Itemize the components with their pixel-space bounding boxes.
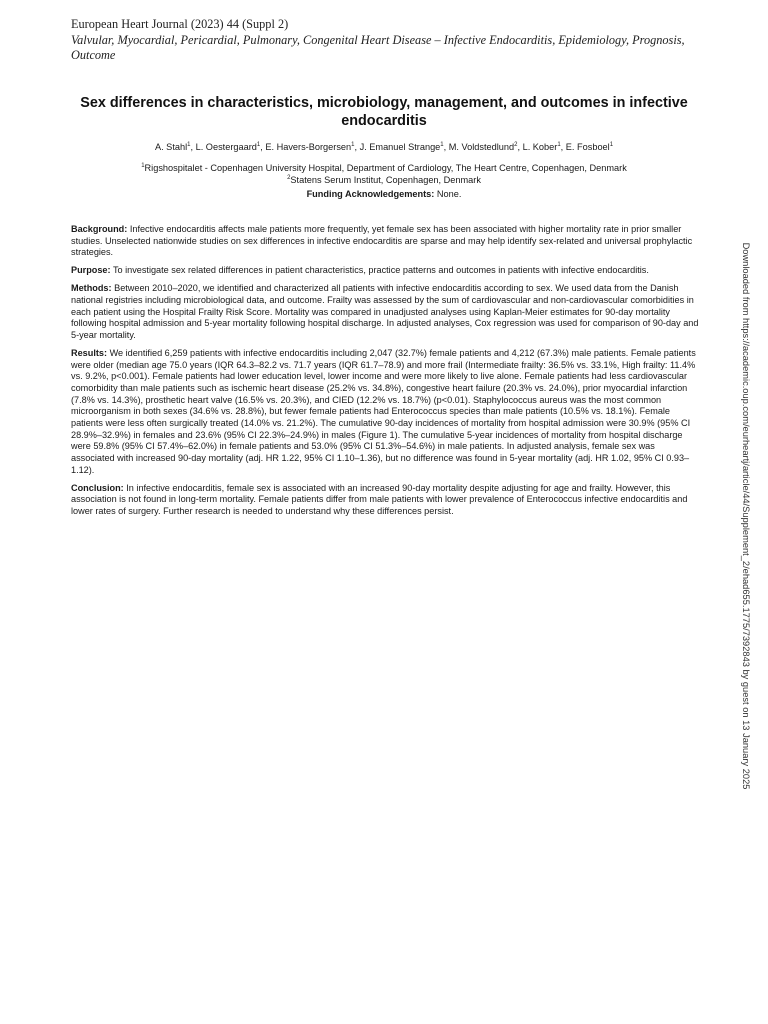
author-name: L. Kober: [522, 142, 558, 152]
author-affiliation-mark: 1: [440, 141, 444, 148]
purpose-text: To investigate sex related differences in patient characteristics, practice patterns and outcomes in patients with infective endocarditis.: [112, 265, 649, 276]
author: [196, 142, 266, 152]
affiliation: [60, 174, 708, 186]
conclusion-text: In infective endocarditis, female sex is associated with an increased 90-day mortality despite adjusting for age and frailty. However, this association is not found in long-term mortality. Female patients differ from male patients with lower prevalence of Enterococcus infective endocarditis and lower rates of surgery. Further research is needed to understand why these differences persist.: [71, 482, 688, 516]
background-text: Infective endocarditis affects male patients more frequently, yet female sex has been associated with higher mortality rate in prior smaller studies. Unselected nationwide studies on sex differences in infective endocarditis are sparse and may help identify sex-related and universal prophylactic strategies.: [71, 224, 693, 258]
author-name: E. Havers-Borgersen: [265, 142, 352, 152]
author-separator: ,: [260, 142, 266, 152]
affiliation-text: Rigshospitalet - Copenhagen University Hospital, Department of Cardiology, The Heart Centre, Copenhagen, Denmark: [144, 163, 627, 173]
author: [566, 142, 613, 152]
author-affiliation-mark: 2: [514, 141, 518, 148]
background-label: Background:: [71, 224, 128, 234]
conclusion-label: Conclusion:: [71, 482, 124, 493]
author-name: L. Oestergaard: [195, 142, 257, 152]
methods-label: Methods:: [71, 283, 112, 294]
author-affiliation-mark: 1: [256, 141, 261, 148]
author-separator: ,: [190, 142, 196, 152]
methods-text: Between 2010–2020, we identified and characterized all patients with infective endocarditis according to sex. We used data from the Danish national registries including microbiological data, and outcome. Frailty was assessed by the sum of cardiovascular and non-cardiovascular comorbidities in each patient using the Hospital Frailty Risk Score. Mortality was compared in unadjusted analyses using Kaplan-Meier estimates for 90-day mortality following hospital admission and 5-year mortality following hospital discharge. In adjusted analyses, Cox regression was used for comparison of 90-day and 5-year mortality.: [71, 283, 699, 341]
background-paragraph: [71, 224, 699, 259]
affiliation-text: Statens Serum Institut, Copenhagen, Denmark: [290, 175, 481, 185]
author-name: E. Fosboel: [565, 142, 610, 152]
abstract-body: [71, 224, 699, 524]
download-watermark-text: Downloaded from https://academic.oup.com/eurheartj/article/44/Supplement_2/ehad655.1775/7392843 by guest on 13 January 2025: [741, 242, 751, 790]
purpose-paragraph: [71, 265, 699, 277]
author: [265, 142, 359, 152]
journal-citation: European Heart Journal (2023) 44 (Suppl 2): [71, 17, 289, 31]
affiliation: [60, 162, 708, 174]
author-affiliation-mark: 1: [557, 141, 561, 148]
affiliations: [60, 162, 708, 186]
author: [360, 142, 449, 152]
funding-acknowledgements: [60, 188, 708, 200]
paper-title: Sex differences in characteristics, microbiology, management, and outcomes in infective endocarditis: [80, 95, 688, 129]
purpose-label: Purpose:: [71, 265, 111, 276]
affiliation-number: 1: [141, 162, 145, 169]
author-affiliation-mark: 1: [351, 141, 355, 148]
funding-text: None.: [436, 189, 462, 199]
author-name: J. Emanuel Strange: [359, 142, 441, 152]
author-list: [60, 141, 708, 153]
author-separator: ,: [517, 142, 523, 152]
author-name: M. Voldstedlund: [448, 142, 515, 152]
results-paragraph: [71, 348, 699, 476]
funding-label: Funding Acknowledgements:: [306, 189, 435, 199]
author-separator: ,: [560, 142, 566, 152]
journal-section: Valvular, Myocardial, Pericardial, Pulmonary, Congenital Heart Disease – Infective Endocarditis, Epidemiology, Prognosis, Outcome: [71, 32, 685, 62]
affiliation-number: 2: [287, 174, 291, 181]
author-separator: ,: [443, 142, 449, 152]
author: [523, 142, 566, 152]
methods-paragraph: [71, 283, 699, 341]
author-separator: ,: [354, 142, 360, 152]
journal-header: [71, 17, 711, 64]
conclusion-paragraph: [71, 483, 699, 518]
author-name: A. Stahl: [154, 142, 188, 152]
results-text: We identified 6,259 patients with infective endocarditis including 2,047 (32.7%) female patients and 4,212 (67.3%) male patients. Female patients were older (median age 75.0 years (IQR 64.3–82.2 vs. 71.7 years (IQR 61.7–78.9) and more frail (Intermediate frailty: 36.5% vs. 33.1%, High frailty: 11.4% vs. 9.2%, p<0.001). Female patients had lower education level, lower income and were more likely to live alone. Female patients had less cardiovascular comorbidity than male patients such as ischemic heart disease (25.2% vs. 34.8%), congestive heart failure (20.3% vs. 24.0%), prior myocardial infarction (7.8% vs. 14.3%), prosthetic heart valve (16.5% vs. 20.3%), and CIED (12.2% vs. 18.7%) (p<0.01). Staphylococcus aureus was the most common microorganism in both sexes (34.6% vs. 28.8%), but fewer female patients had Enterococcus species than male patients (10.5% vs. 18.1%). Female patients were less often surgically treated (14.0% vs. 21.2%). The cumulative 90-day incidences of mortality from hospital admission were 30.9% (95% CI 28.9%–32.9%) in females and 23.6% (95% CI 22.3%–24.9%) in males (Figure 1). The cumulative 5-year incidences of mortality from hospital discharge were 59.8% (95% CI 57.4%–62.0%) in female patients and 53.0% (95% CI 51.3%–54.6%) in male patients. In adjusted analysis, female sex was associated with increased 90-day mortality (adj. HR 1.22, 95% CI 1.10–1.36), but no difference was found in 5-year mortality (adj. HR 1.02, 95% CI 0.93–1.12).: [71, 348, 696, 475]
author: [155, 142, 196, 152]
author-affiliation-mark: 1: [609, 141, 614, 148]
author: [449, 142, 523, 152]
results-label: Results:: [71, 348, 108, 359]
author-affiliation-mark: 1: [187, 141, 191, 148]
